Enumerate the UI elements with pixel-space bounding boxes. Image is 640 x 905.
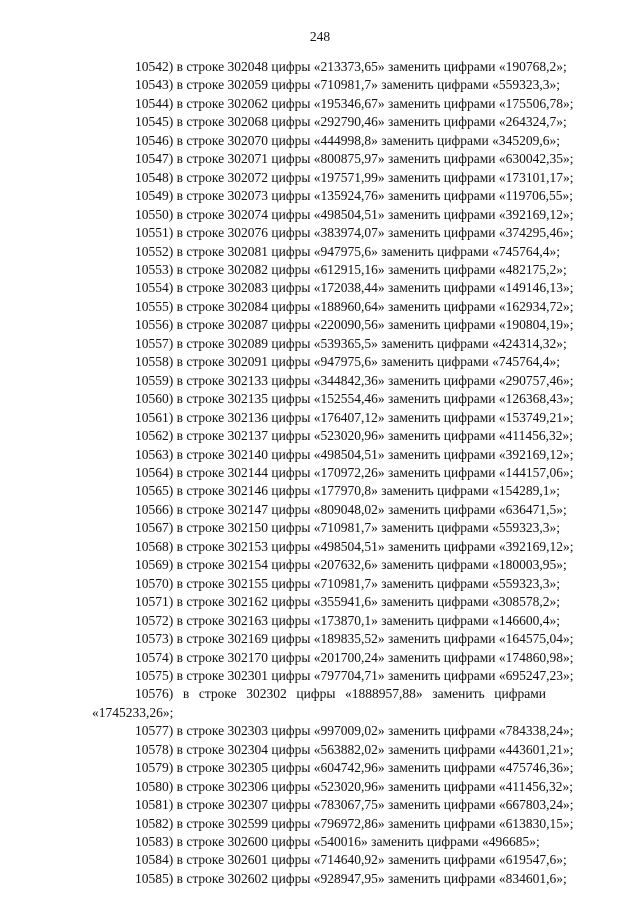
list-item: 10545) в строке 302068 цифры «292790,46» заменить цифрами «264324,7»;	[135, 114, 567, 130]
list-item: 10577) в строке 302303 цифры «997009,02» заменить цифрами «784338,24»;	[135, 723, 574, 739]
list-item: 10557) в строке 302089 цифры «539365,5» заменить цифрами «424314,32»;	[135, 335, 567, 351]
list-item: 10584) в строке 302601 цифры «714640,92» заменить цифрами «619547,6»;	[135, 852, 567, 868]
list-item: 10547) в строке 302071 цифры «800875,97» заменить цифрами «630042,35»;	[135, 151, 574, 167]
list-item: 10560) в строке 302135 цифры «152554,46» заменить цифрами «126368,43»;	[135, 391, 574, 407]
list-item: 10549) в строке 302073 цифры «135924,76» заменить цифрами «119706,55»;	[135, 188, 573, 204]
list-item-continuation: «1745233,26»;	[92, 704, 174, 720]
list-item: 10544) в строке 302062 цифры «195346,67» заменить цифрами «175506,78»;	[135, 95, 574, 111]
list-item: 10542) в строке 302048 цифры «213373,65» заменить цифрами «190768,2»;	[135, 59, 567, 74]
list-item: 10551) в строке 302076 цифры «383974,07» заменить цифрами «374295,46»;	[135, 225, 574, 241]
list-item: 10579) в строке 302305 цифры «604742,96» заменить цифрами «475746,36»;	[135, 760, 574, 776]
list-item: 10585) в строке 302602 цифры «928947,95» заменить цифрами «834601,6»;	[135, 870, 567, 886]
list-item: 10555) в строке 302084 цифры «188960,64» заменить цифрами «162934,72»;	[135, 298, 574, 314]
document-body	[92, 58, 574, 888]
page-number: 248	[309, 29, 331, 44]
list-item: 10568) в строке 302153 цифры «498504,51» заменить цифрами «392169,12»;	[135, 538, 574, 554]
list-item: 10571) в строке 302162 цифры «355941,6» заменить цифрами «308578,2»;	[135, 594, 560, 610]
list-item: 10553) в строке 302082 цифры «612915,16» заменить цифрами «482175,2»;	[135, 261, 567, 277]
list-item: 10558) в строке 302091 цифры «947975,6» заменить цифрами «745764,4»;	[135, 354, 560, 370]
list-item: 10575) в строке 302301 цифры «797704,71» заменить цифрами «695247,23»;	[135, 667, 574, 683]
list-item: 10578) в строке 302304 цифры «563882,02» заменить цифрами «443601,21»;	[135, 741, 574, 757]
list-item: 10564) в строке 302144 цифры «170972,26» заменить цифрами «144157,06»;	[135, 464, 574, 480]
list-item: 10548) в строке 302072 цифры «197571,99» заменить цифрами «173101,17»;	[135, 169, 574, 185]
list-item: 10546) в строке 302070 цифры «444998,8» заменить цифрами «345209,6»;	[135, 132, 560, 148]
list-item: 10583) в строке 302600 цифры «540016» заменить цифрами «496685»;	[135, 834, 540, 850]
list-item: 10569) в строке 302154 цифры «207632,6» заменить цифрами «180003,95»;	[135, 557, 567, 573]
list-item: 10562) в строке 302137 цифры «523020,96» заменить цифрами «411456,32»;	[135, 428, 573, 444]
list-item: 10574) в строке 302170 цифры «201700,24» заменить цифрами «174860,98»;	[135, 649, 574, 665]
list-item: 10567) в строке 302150 цифры «710981,7» заменить цифрами «559323,3»;	[135, 520, 560, 536]
list-item: 10559) в строке 302133 цифры «344842,36» заменить цифрами «290757,46»;	[135, 372, 574, 388]
list-item: 10582) в строке 302599 цифры «796972,86» заменить цифрами «613830,15»;	[135, 815, 574, 831]
list-item: 10556) в строке 302087 цифры «220090,56» заменить цифрами «190804,19»;	[135, 317, 574, 333]
list-item: 10566) в строке 302147 цифры «809048,02» заменить цифрами «636471,5»;	[135, 501, 567, 517]
list-item: 10554) в строке 302083 цифры «172038,44» заменить цифрами «149146,13»;	[135, 280, 574, 296]
list-item: 10573) в строке 302169 цифры «189835,52» заменить цифрами «164575,04»;	[135, 631, 574, 647]
list-item: 10576) в строке 302302 цифры «1888957,88» заменить цифрами	[135, 686, 546, 702]
list-item: 10581) в строке 302307 цифры «783067,75» заменить цифрами «667803,24»;	[135, 797, 574, 813]
list-item: 10550) в строке 302074 цифры «498504,51» заменить цифрами «392169,12»;	[135, 206, 574, 222]
list-item: 10572) в строке 302163 цифры «173870,1» заменить цифрами «146600,4»;	[135, 612, 560, 628]
list-item: 10570) в строке 302155 цифры «710981,7» заменить цифрами «559323,3»;	[135, 575, 560, 591]
list-item: 10552) в строке 302081 цифры «947975,6» заменить цифрами «745764,4»;	[135, 243, 560, 259]
list-item: 10561) в строке 302136 цифры «176407,12» заменить цифрами «153749,21»;	[135, 409, 574, 425]
list-item: 10563) в строке 302140 цифры «498504,51» заменить цифрами «392169,12»;	[135, 446, 574, 462]
list-item: 10543) в строке 302059 цифры «710981,7» заменить цифрами «559323,3»;	[135, 77, 560, 93]
list-item: 10565) в строке 302146 цифры «177970,8» заменить цифрами «154289,1»;	[135, 483, 560, 499]
list-item: 10580) в строке 302306 цифры «523020,96» заменить цифрами «411456,32»;	[135, 778, 573, 794]
